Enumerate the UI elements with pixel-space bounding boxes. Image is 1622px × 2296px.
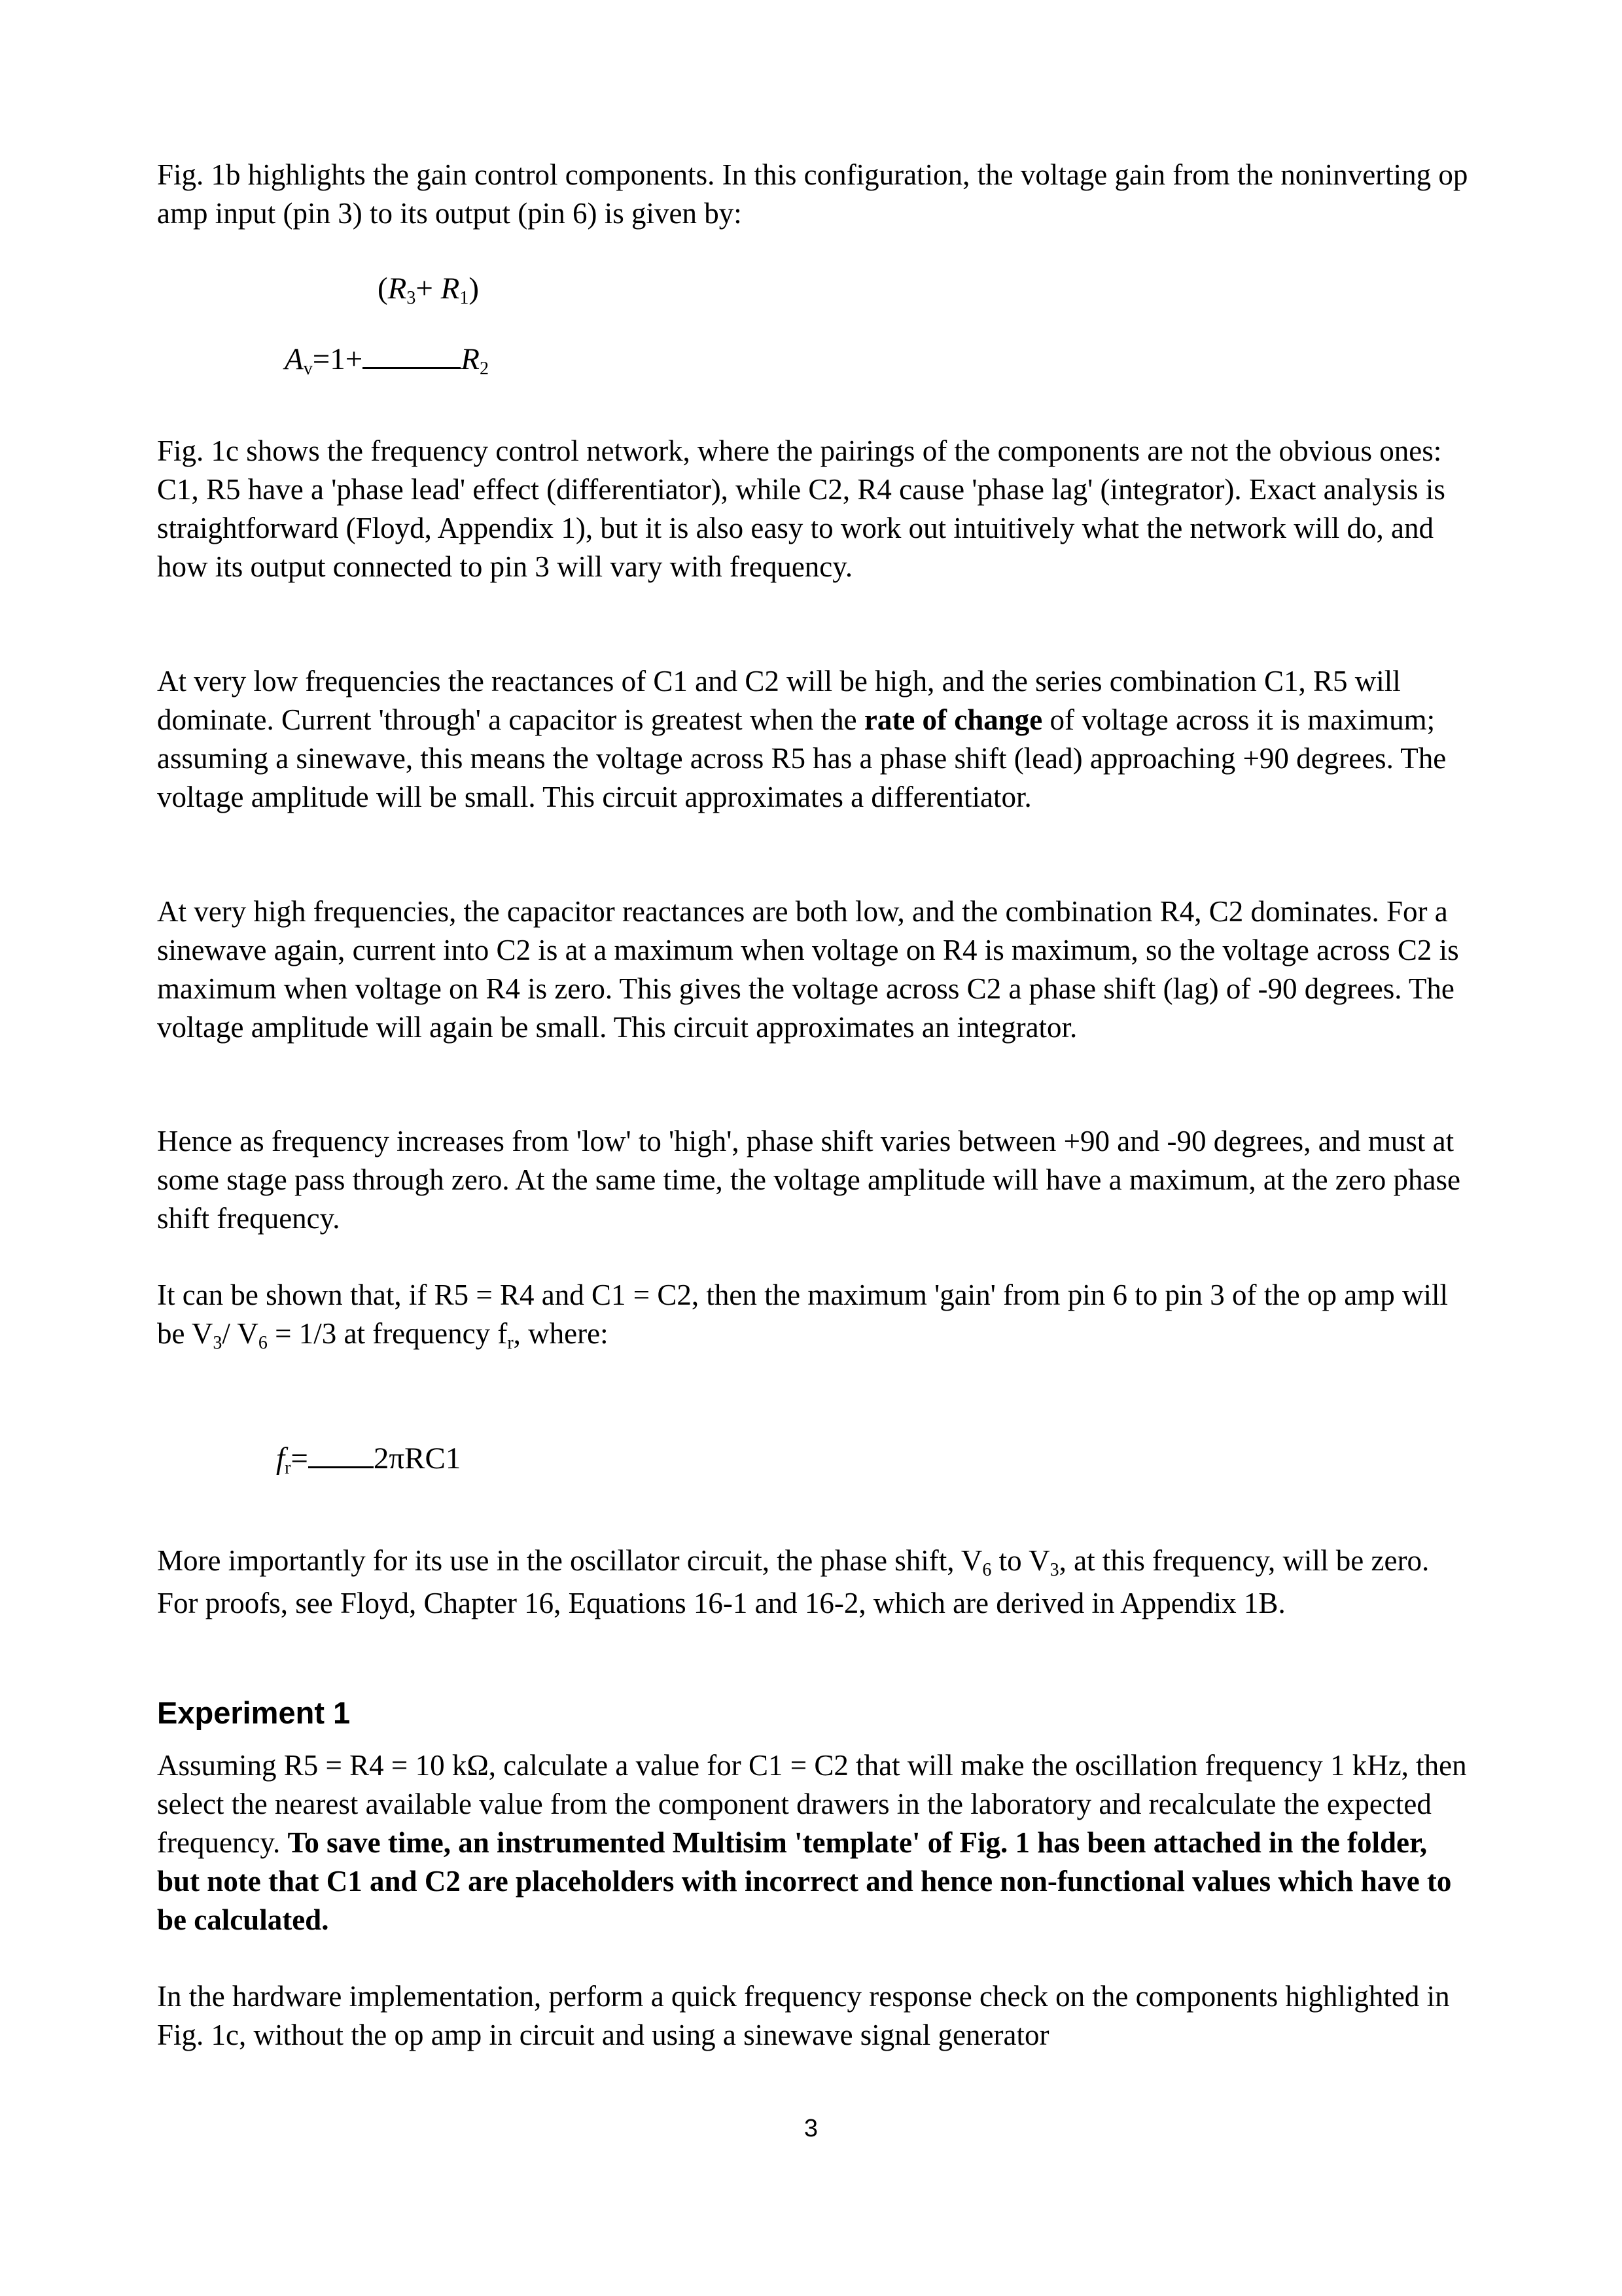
paragraph-gain-one-third: It can be shown that, if R5 = R4 and C1 = C2, then the maximum 'gain' from pin 6 to pin 3 of the op amp will be V3/ V6 = 1/3 at frequency fr, where:	[157, 1279, 1448, 1353]
fraction-bar	[308, 1440, 374, 1468]
paragraph-low-frequency: At very low frequencies the reactances of C1 and C2 will be high, and the series combination C1, R5 will dominate. Current 'through' a capacitor is greatest when the rate of change of voltage across it is maximum; assuming a sinewave, this means the voltage across R5 has a phase shift (lead) approaching +90 degrees. The voltage amplitude will be small. This circuit approximates a differentiator.	[157, 665, 1447, 813]
paragraph-experiment-instructions: Assuming R5 = R4 = 10 kΩ, calculate a value for C1 = C2 that will make the oscillation frequency 1 kHz, then select the nearest available value from the component drawers in the laboratory and recalculate the expected frequency. To save time, an instrumented Multisim 'template' of Fig. 1 has been attached in the folder, but note that C1 and C2 are placeholders with incorrect and hence non-functional values which have to be calculated.	[157, 1749, 1467, 1936]
paragraph-phase-shift: Hence as frequency increases from 'low' to 'high', phase shift varies between +90 and -90 degrees, and must at some stage pass through zero. At the same time, the voltage amplitude will have a maximum, at the zero phase shift frequency.	[157, 1125, 1460, 1235]
paragraph-phase-zero: More importantly for its use in the oscillator circuit, the phase shift, V6 to V3, at this frequency, will be zero. For proofs, see Floyd, Chapter 16, Equations 16-1 and 16-2, which are derived in Appendix 1B.	[157, 1544, 1430, 1619]
paragraph-high-frequency: At very high frequencies, the capacitor reactances are both low, and the combination R4, C2 dominates. For a sinewave again, current into C2 is at a maximum when voltage on R4 is maximum, so the voltage across C2 is maximum when voltage on R4 is zero. This gives the voltage across C2 a phase shift (lag) of -90 degrees. The voltage amplitude will again be small. This circuit approximates an integrator.	[157, 895, 1459, 1044]
equation-2: fr= 2πRC1	[276, 1441, 461, 1478]
fraction-bar	[362, 341, 461, 369]
equation-1-main: Av=1+ R2	[285, 342, 489, 379]
paragraph-hardware-check: In the hardware implementation, perform a quick frequency response check on the components highlighted in Fig. 1c, without the op amp in circuit and using a sinewave signal generator	[157, 1980, 1450, 2051]
paragraph-frequency-network: Fig. 1c shows the frequency control network, where the pairings of the components are not the obvious ones: C1, R5 have a 'phase lead' effect (differentiator), while C2, R4 cause 'phase lag' (integrator). Exact analysis is straightforward (Floyd, Appendix 1), but it is also easy to work out intuitively what the network will do, and how its output connected to pin 3 will vary with frequency.	[157, 434, 1445, 583]
paragraph-gain-intro: Fig. 1b highlights the gain control components. In this configuration, the voltage gain from the noninverting op amp input (pin 3) to its output (pin 6) is given by:	[157, 158, 1468, 230]
equation-1-numerator: (R3+ R1)	[378, 272, 480, 308]
section-heading-experiment-1: Experiment 1	[157, 1695, 351, 1730]
page-number: 3	[803, 2115, 819, 2142]
